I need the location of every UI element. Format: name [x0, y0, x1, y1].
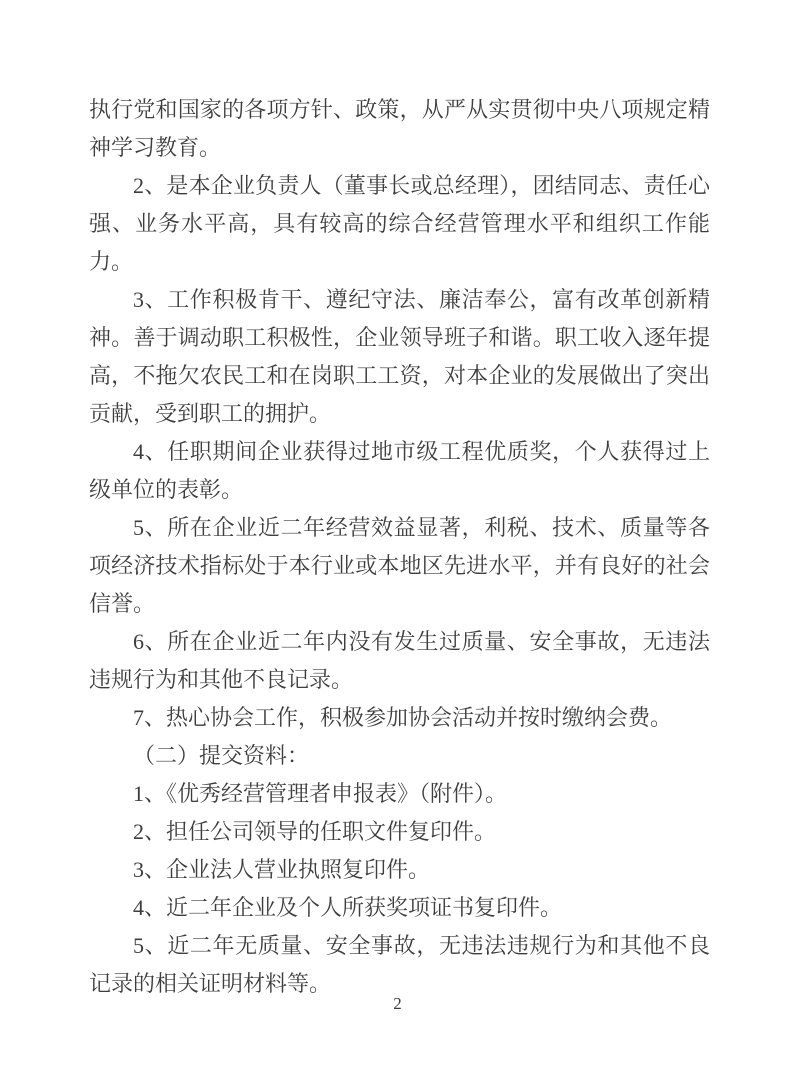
paragraph-continuation: 执行党和国家的各项方针、政策，从严从实贯彻中央八项规定精神学习教育。	[89, 97, 710, 160]
paragraph-criterion-7: 7、热心协会工作，积极参加协会活动并按时缴纳会费。	[133, 705, 673, 730]
paragraph-material-3: 3、企业法人营业执照复印件。	[133, 857, 431, 882]
paragraph-criterion-2: 2、是本企业负责人（董事长或总经理），团结同志、责任心强、业务水平高，具有较高的综合经营管理水平和组织工作能力。	[89, 173, 710, 274]
page-number: 2	[393, 994, 402, 1013]
section-heading-materials: （二）提交资料：	[133, 743, 310, 768]
paragraph-material-5: 5、近二年无质量、安全事故，无违法违规行为和其他不良记录的相关证明材料等。	[89, 933, 710, 996]
paragraph-criterion-3: 3、工作积极肯干、遵纪守法、廉洁奉公，富有改革创新精神。善于调动职工积极性，企业领导班子和谐。职工收入逐年提高，不拖欠农民工和在岗职工工资，对本企业的发展做出了突出贡献，受到职工的拥护。	[89, 287, 710, 426]
paragraph-material-2: 2、担任公司领导的任职文件复印件。	[133, 819, 497, 844]
paragraph-criterion-4: 4、任职期间企业获得过地市级工程优质奖，个人获得过上级单位的表彰。	[89, 439, 710, 502]
paragraph-material-1: 1、《优秀经营管理者申报表》（附件）。	[133, 781, 508, 806]
paragraph-material-4: 4、近二年企业及个人所获奖项证书复印件。	[133, 895, 563, 920]
document-body	[89, 91, 710, 1003]
paragraph-criterion-6: 6、所在企业近二年内没有发生过质量、安全事故，无违法违规行为和其他不良记录。	[89, 629, 710, 692]
paragraph-criterion-5: 5、所在企业近二年经营效益显著，利税、技术、质量等各项经济技术指标处于本行业或本地区先进水平，并有良好的社会信誉。	[89, 515, 710, 616]
